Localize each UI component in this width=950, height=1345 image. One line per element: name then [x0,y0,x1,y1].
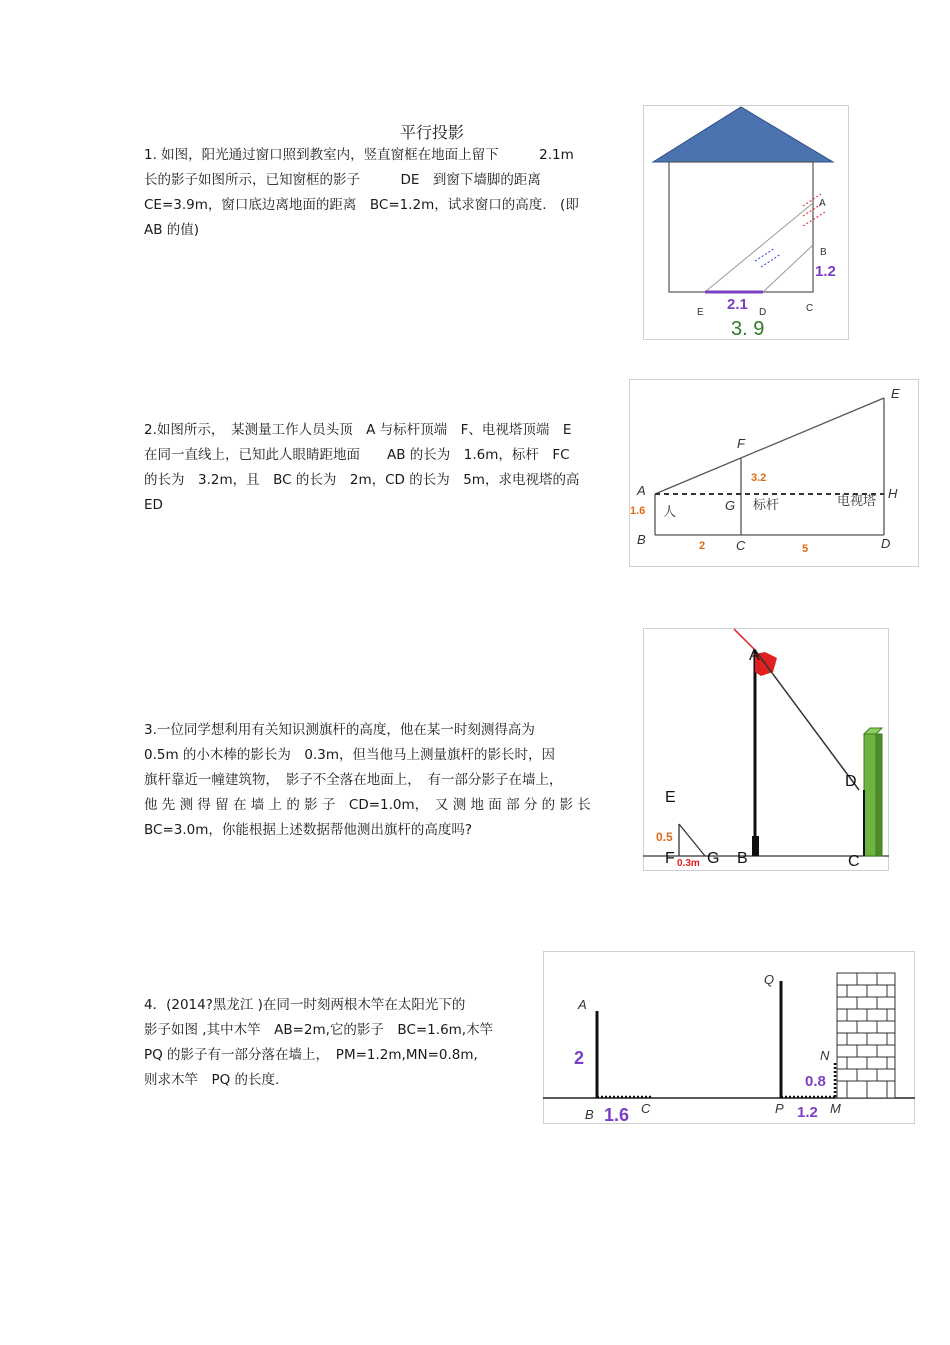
sight-line [655,398,884,494]
problem-line: PQ 的影子有一部分落在墙上， PM=1.2m,MN=0.8m, [144,1047,478,1063]
value-pm: 1.2 [797,1104,818,1121]
label-d: D [845,773,857,790]
label-d: D [759,307,767,318]
label-b: B [637,532,646,547]
label-b: B [820,247,827,258]
problem-line: 则求木竿 PQ 的长度. [144,1072,280,1088]
problem-line: 1. 如图，阳光通过窗口照到教室内，竖直窗框在地面上留下 2.1m [144,147,574,163]
value-fc: 3.2 [751,472,767,484]
value-bc: 1.2 [815,263,836,280]
value-ef: 0.5 [656,830,673,844]
label-c: C [848,853,860,870]
value-ab: 2 [574,1048,585,1068]
label-h: H [888,486,898,501]
label-m: M [830,1101,841,1116]
label-f: F [665,850,675,867]
problem-line: BC=3.0m，你能根据上述数据帮他测出旗杆的高度吗? [144,822,473,838]
label-c: C [806,303,814,314]
problem-line: 在同一直线上，已知此人眼睛距地面 AB 的长为 1.6m，标杆 FC [144,447,570,463]
figure-4-poles [543,951,915,1124]
problem-line: 0.5m 的小木棒的影长为 0.3m，但当他马上测量旗杆的影长时，因 [144,747,556,763]
light-ray [705,203,813,292]
value-mn: 0.8 [805,1073,826,1090]
problem-line: 影子如图 ,其中木竿 AB=2m,它的影子 BC=1.6m,木竿 [144,1022,494,1038]
value-fg: 0.3m [677,858,700,869]
label-a: A [749,647,760,664]
shadow-ray [755,650,859,790]
problem-line: 4．(2014?黑龙江 )在同一时刻两根木竿在太阳光下的 [144,997,466,1013]
value-bc: 2 [699,540,706,552]
problem-2-text [144,418,579,518]
problem-1-text [144,143,579,243]
label-e: E [697,307,704,318]
page-title: 平行投影 [400,123,465,142]
label-a: A [578,997,587,1012]
light-ray [763,245,813,292]
caption-person: 人 [663,504,677,519]
problem-line: 的长为 3.2m，且 BC 的长为 2m，CD 的长为 5m，求电视塔的高 [144,472,580,488]
figure-3-flagpole [643,628,889,871]
wall-outline [669,162,813,292]
value-ab: 1.6 [630,505,646,517]
brick-wall [837,973,895,1098]
problem-4-text [144,993,493,1093]
roof-shape [653,107,833,162]
problem-line: 2.如图所示， 某测量工作人员头顶 A 与标杆顶端 F、电视塔顶端 E [144,422,572,438]
label-c: C [736,538,746,553]
label-q: Q [764,972,775,987]
caption-pole: 标杆 [753,497,780,512]
value-bc: 1.6 [604,1105,630,1124]
flagpole-base [752,836,759,856]
label-g: G [707,850,720,867]
problem-line: AB 的值) [144,222,200,238]
problem-line: 旗杆靠近一幢建筑物， 影子不全落在地面上， 有一部分影子在墙上， [144,772,563,788]
problem-line: 3.一位同学想利用有关知识测旗杆的高度，他在某一时刻测得高为 [144,722,535,738]
label-p: P [775,1101,784,1116]
label-b: B [585,1107,594,1122]
value-ce: 3. 9 [731,318,765,340]
problem-line: ED [144,497,163,513]
caption-tower: 电视塔 [837,493,877,508]
value-cd: 5 [802,543,809,555]
problem-line: 长的影子如图所示，已知窗框的影子 DE 到窗下墙脚的距离 [144,172,541,188]
label-g: G [725,498,736,513]
label-e: E [665,789,676,806]
label-a: A [819,198,826,209]
label-a: A [637,483,646,498]
label-c: C [641,1101,651,1116]
figure-1-window-shadow [643,105,849,340]
label-d: D [881,536,891,551]
problem-line: CE=3.9m，窗口底边离地面的距离 BC=1.2m，试求窗口的高度. (即 [144,197,579,213]
figure-2-tower [629,379,919,567]
wall-shape [864,734,876,856]
problem-3-text [144,718,591,843]
label-n: N [820,1048,830,1063]
label-b: B [737,850,748,867]
problem-line: 他 先 测 得 留 在 墙 上 的 影 子 CD=1.0m， 又 测 地 面 部 分 的 影 长 [144,797,591,813]
value-de: 2.1 [727,296,748,313]
label-e: E [891,386,900,401]
stick-ray [679,824,705,856]
label-f: F [737,436,745,451]
